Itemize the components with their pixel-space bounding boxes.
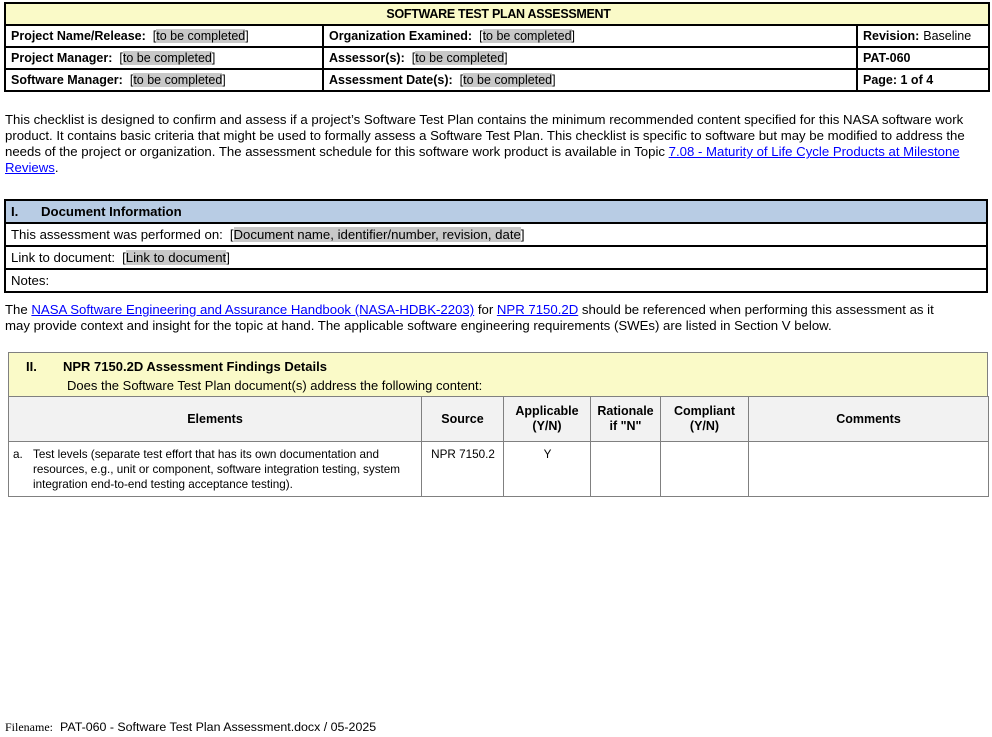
intro-text: This checklist is designed to confirm and assess if a project’s Software Test Plan contains the minimum recommended content specified for this NASA software work product. It contains basic criteria that might be used to formally assess a Software Test Plan. This checklist is specific to software but may be modified to address the needs of the project or organization. The assessment schedule for this software work product is available in Topic <box>5 112 965 159</box>
project-name-cell: Project Name/Release: [to be completed] <box>5 25 323 47</box>
notes-cell[interactable] <box>5 269 987 292</box>
organization-field[interactable]: to be completed <box>482 29 572 43</box>
revision-cell <box>857 25 989 47</box>
rationale-cell[interactable] <box>591 442 661 497</box>
link-to-document-label: Link to document: <box>11 250 116 265</box>
findings-header-row <box>9 397 989 442</box>
pat-number: PAT-060 <box>857 47 989 69</box>
element-text: Test levels (separate test effort that has its own documentation and resources, e.g., unit or component, software integration testing, system integration end-to-end testing acceptance testing). <box>33 448 401 491</box>
link-to-document-cell: Link to document: [Link to document] <box>5 246 987 269</box>
assessment-date-label: Assessment Date(s): <box>329 73 453 87</box>
table-row <box>5 69 989 91</box>
intro-paragraph: This checklist is designed to confirm and assess if a project’s Software Test Plan contains the minimum recommended content specified for this NASA software work product. It contains basic criteria that might be used to formally assess a Software Test Plan. This checklist is specific to software but may be modified to address the needs of the project or organization. The assessment schedule for this software work product is available in Topic 7.08 - Maturity of Life Cycle Products at Milestone Reviews. <box>5 112 965 175</box>
link-topic-7-08[interactable]: 7.08 - Maturity of Life Cycle Products at Milestone Reviews <box>5 144 960 175</box>
assessor-cell: Assessor(s): [to be completed] <box>323 47 857 69</box>
revision-label: Revision: <box>863 29 920 43</box>
findings-row-a <box>9 442 989 497</box>
assessment-date-cell: Assessment Date(s): [to be completed] <box>323 69 857 91</box>
assessor-label: Assessor(s): <box>329 51 405 65</box>
filename-value: PAT-060 - Software Test Plan Assessment.docx / 05-2025 <box>60 720 377 734</box>
notes-label: Notes: <box>11 273 50 288</box>
table-row <box>5 269 987 292</box>
link-npr-7150-2d[interactable]: NPR 7150.2D <box>496 302 579 317</box>
table-row <box>5 47 989 69</box>
page-footer <box>5 720 376 735</box>
performed-on-field[interactable]: Document name, identifier/number, revision, date <box>233 227 521 242</box>
organization-cell: Organization Examined: [to be completed] <box>323 25 857 47</box>
link-nasa-handbook[interactable]: NASA Software Engineering and Assurance Handbook (NASA-HDBK-2203) <box>31 302 475 317</box>
column-header-elements: Elements <box>9 397 422 442</box>
column-header-applicable: Applicable (Y/N) <box>504 397 591 442</box>
table-row <box>5 25 989 47</box>
revision-value: Baseline <box>923 29 972 43</box>
element-letter: a. <box>13 448 23 461</box>
software-manager-cell: Software Manager: [to be completed] <box>5 69 323 91</box>
comments-cell[interactable] <box>749 442 989 497</box>
project-name-field[interactable]: to be completed <box>156 29 246 43</box>
section1-title: Document Information <box>41 204 182 219</box>
section2-header <box>8 352 988 397</box>
findings-table <box>8 396 989 497</box>
section2-title: NPR 7150.2D Assessment Findings Details <box>63 359 327 374</box>
section1-number: I. <box>11 204 19 219</box>
element-cell <box>9 442 422 497</box>
project-name-label: Project Name/Release: <box>11 29 146 43</box>
document-information-table <box>4 199 988 293</box>
filename-label: Filename: <box>5 720 53 734</box>
performed-on-label: This assessment was performed on: <box>11 227 223 242</box>
project-manager-cell: Project Manager: [to be completed] <box>5 47 323 69</box>
page-number: Page: 1 of 4 <box>857 69 989 91</box>
column-header-compliant: Compliant (Y/N) <box>661 397 749 442</box>
column-header-comments: Comments <box>749 397 989 442</box>
table-row <box>5 223 987 246</box>
organization-label: Organization Examined: <box>329 29 473 43</box>
assessor-field[interactable]: to be completed <box>415 51 505 65</box>
column-header-source: Source <box>422 397 504 442</box>
software-manager-field[interactable]: to be completed <box>133 73 223 87</box>
applicable-cell[interactable]: Y <box>504 442 591 497</box>
header-info-table <box>4 2 990 92</box>
performed-on-cell: This assessment was performed on: [Document name, identifier/number, revision, date] <box>5 223 987 246</box>
compliant-cell[interactable] <box>661 442 749 497</box>
source-cell: NPR 7150.2 <box>422 442 504 497</box>
assessment-date-field[interactable]: to be completed <box>463 73 553 87</box>
section1-header <box>5 200 987 223</box>
document-title: SOFTWARE TEST PLAN ASSESSMENT <box>5 3 989 25</box>
project-manager-label: Project Manager: <box>11 51 113 65</box>
section2-number: II. <box>26 359 37 374</box>
column-header-rationale: Rationale if "N" <box>591 397 661 442</box>
software-manager-label: Software Manager: <box>11 73 123 87</box>
findings-section <box>8 352 988 497</box>
table-row <box>5 246 987 269</box>
link-to-document-field[interactable]: Link to document <box>125 250 227 265</box>
section2-subtitle: Does the Software Test Plan document(s) address the following content: <box>67 378 483 393</box>
handbook-paragraph: The NASA Software Engineering and Assurance Handbook (NASA-HDBK-2203) for NPR 7150.2D should be referenced when performing this assessment as it may provide context and insight for the topic at hand. The applicable software engineering requirements (SWEs) are listed in Section V below. <box>5 302 934 333</box>
project-manager-field[interactable]: to be completed <box>122 51 212 65</box>
